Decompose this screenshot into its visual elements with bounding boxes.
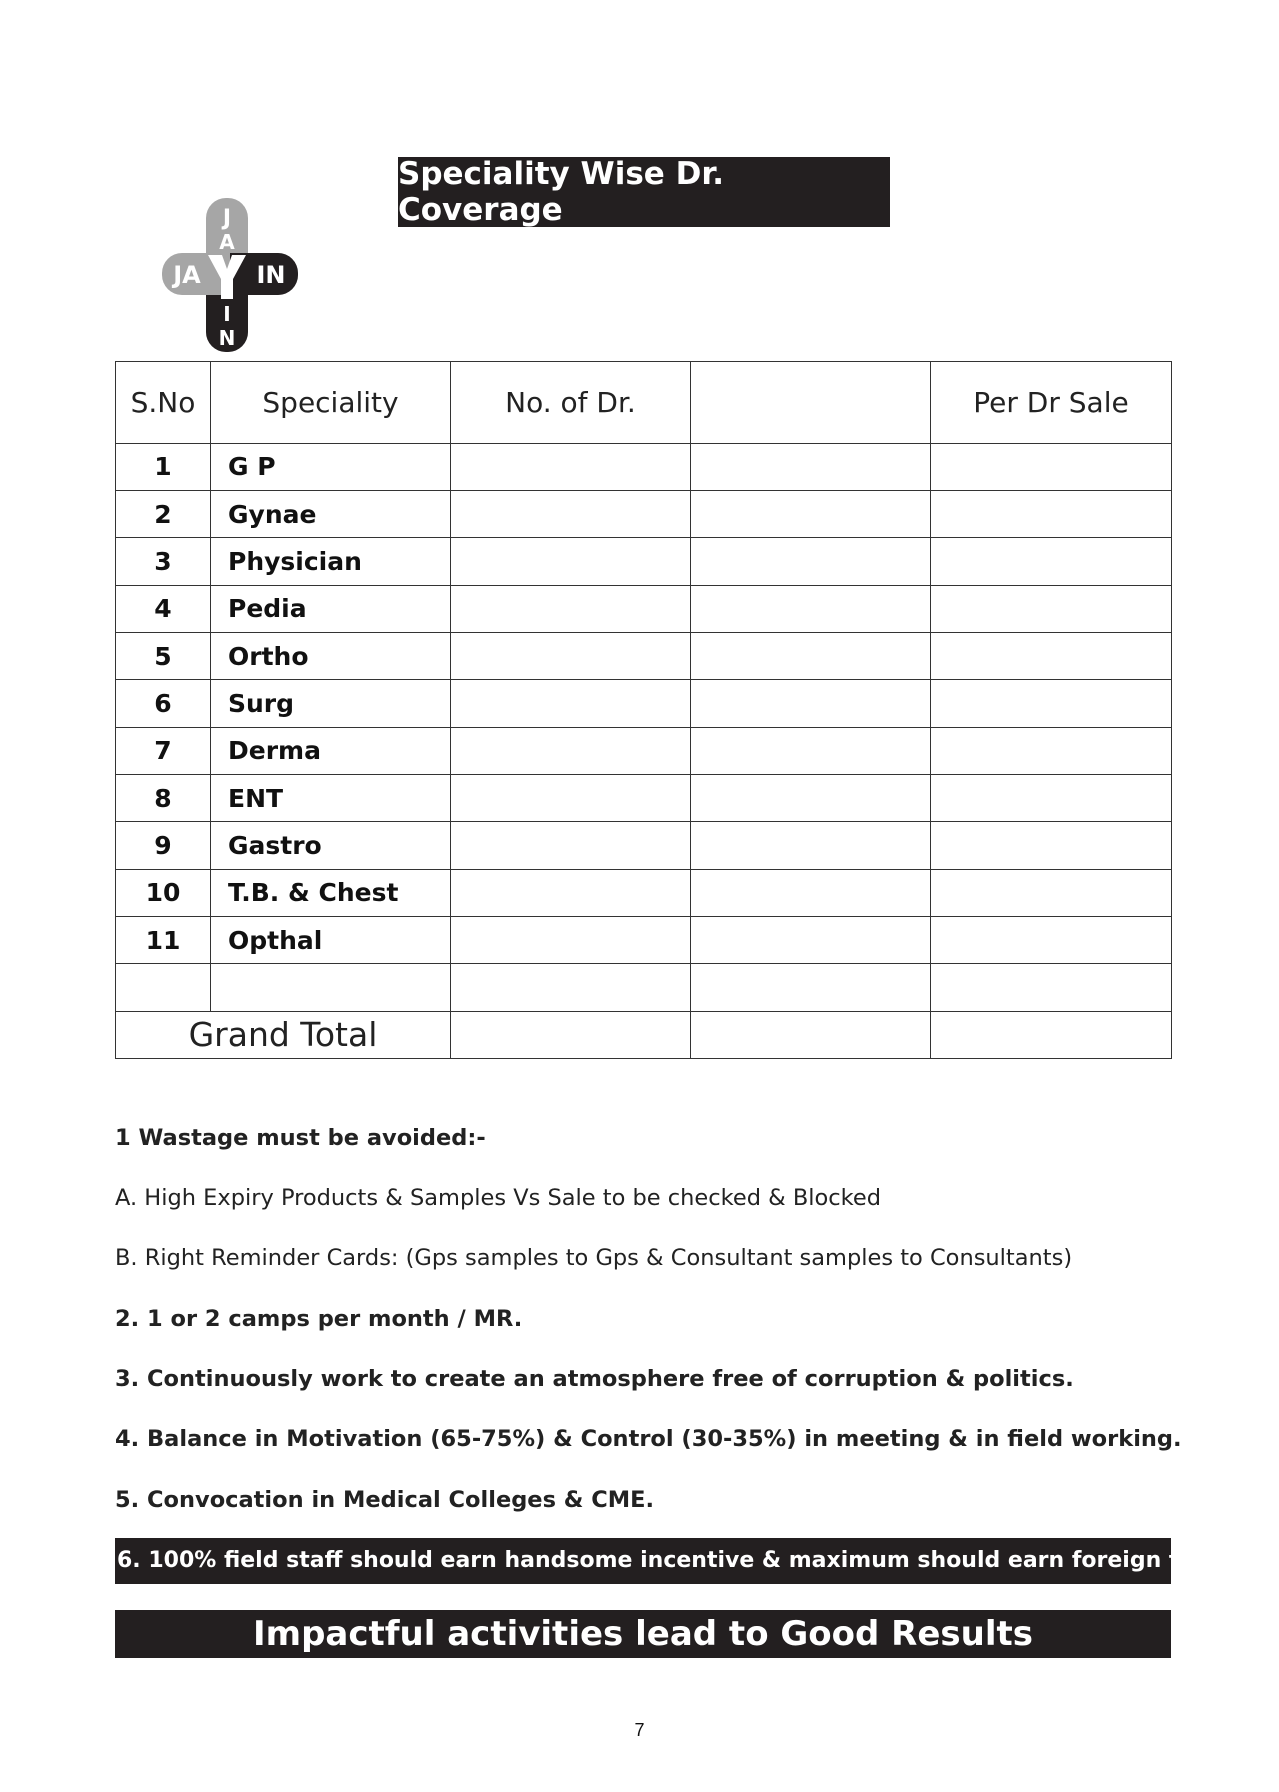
header-sno: S.No: [116, 362, 211, 444]
page-number: 7: [634, 1720, 645, 1740]
logo-letter-n: N: [218, 326, 236, 350]
row-sno: 1: [116, 443, 211, 490]
note-4: 4. Balance in Motivation (65-75%) & Control (30-35%) in meeting & in field working.: [115, 1426, 1182, 1452]
table-row: [116, 538, 1172, 585]
note-1a: A. High Expiry Products & Samples Vs Sale to be checked & Blocked: [115, 1185, 882, 1211]
cell-blank[interactable]: [691, 490, 931, 537]
logo-letter-i: I: [223, 302, 231, 326]
table-row: [116, 490, 1172, 537]
row-speciality: Derma: [211, 727, 451, 774]
row-speciality: Gynae: [211, 490, 451, 537]
cell-blank[interactable]: [691, 632, 931, 679]
table-row: [116, 964, 1172, 1011]
cell-no-of-dr[interactable]: [451, 964, 691, 1011]
row-sno: 3: [116, 538, 211, 585]
cell-per-dr-sale[interactable]: [931, 964, 1172, 1011]
cell-no-of-dr[interactable]: [451, 822, 691, 869]
cell-per-dr-sale[interactable]: [931, 443, 1172, 490]
total-per-dr-sale[interactable]: [931, 1011, 1172, 1058]
row-sno: 11: [116, 916, 211, 963]
logo-letter-a: A: [219, 230, 235, 254]
row-sno: 7: [116, 727, 211, 774]
grand-total-label: Grand Total: [116, 1011, 451, 1058]
results-banner: Impactful activities lead to Good Results: [115, 1610, 1171, 1658]
row-speciality: Physician: [211, 538, 451, 585]
logo-letter-j: J: [222, 206, 232, 231]
cell-blank[interactable]: [691, 964, 931, 1011]
row-speciality: Opthal: [211, 916, 451, 963]
logo-right-text: IN: [256, 261, 286, 289]
cell-blank[interactable]: [691, 916, 931, 963]
cell-no-of-dr[interactable]: [451, 727, 691, 774]
cell-per-dr-sale[interactable]: [931, 774, 1172, 821]
cell-no-of-dr[interactable]: [451, 585, 691, 632]
cell-blank[interactable]: [691, 680, 931, 727]
cell-blank[interactable]: [691, 727, 931, 774]
table-row: [116, 916, 1172, 963]
total-blank[interactable]: [691, 1011, 931, 1058]
cell-no-of-dr[interactable]: [451, 490, 691, 537]
row-sno: 10: [116, 869, 211, 916]
row-speciality: Ortho: [211, 632, 451, 679]
cell-per-dr-sale[interactable]: [931, 632, 1172, 679]
table-row: [116, 443, 1172, 490]
cell-per-dr-sale[interactable]: [931, 538, 1172, 585]
cell-no-of-dr[interactable]: [451, 680, 691, 727]
table-row: [116, 727, 1172, 774]
note-2: 2. 1 or 2 camps per month / MR.: [115, 1306, 523, 1332]
row-speciality: ENT: [211, 774, 451, 821]
header-blank: [691, 362, 931, 444]
row-sno: 8: [116, 774, 211, 821]
cell-blank[interactable]: [691, 822, 931, 869]
row-speciality: T.B. & Chest: [211, 869, 451, 916]
header-no-of-dr: No. of Dr.: [451, 362, 691, 444]
cell-no-of-dr[interactable]: [451, 774, 691, 821]
table-row: [116, 585, 1172, 632]
note-1: 1 Wastage must be avoided:-: [115, 1125, 486, 1151]
note-1b: B. Right Reminder Cards: (Gps samples to Gps & Consultant samples to Consultants): [115, 1245, 1073, 1271]
table-row: [116, 680, 1172, 727]
jayin-logo: [160, 195, 300, 355]
row-sno: [116, 964, 211, 1011]
cell-per-dr-sale[interactable]: [931, 869, 1172, 916]
note-6-band: 6. 100% field staff should earn handsome incentive & maximum should earn foreign trip: [115, 1538, 1171, 1584]
cell-blank[interactable]: [691, 443, 931, 490]
row-sno: 6: [116, 680, 211, 727]
cell-per-dr-sale[interactable]: [931, 822, 1172, 869]
cell-per-dr-sale[interactable]: [931, 680, 1172, 727]
page-title: Speciality Wise Dr. Coverage: [398, 157, 890, 227]
cell-blank[interactable]: [691, 774, 931, 821]
table-row: [116, 822, 1172, 869]
table-row: [116, 869, 1172, 916]
cell-per-dr-sale[interactable]: [931, 585, 1172, 632]
row-sno: 9: [116, 822, 211, 869]
row-speciality: Gastro: [211, 822, 451, 869]
cell-blank[interactable]: [691, 869, 931, 916]
header-speciality: Speciality: [211, 362, 451, 444]
cell-per-dr-sale[interactable]: [931, 490, 1172, 537]
cell-no-of-dr[interactable]: [451, 443, 691, 490]
cell-no-of-dr[interactable]: [451, 632, 691, 679]
row-sno: 2: [116, 490, 211, 537]
row-speciality: Surg: [211, 680, 451, 727]
row-sno: 4: [116, 585, 211, 632]
cell-blank[interactable]: [691, 585, 931, 632]
coverage-table: [115, 361, 1172, 1059]
table-row: [116, 774, 1172, 821]
cell-no-of-dr[interactable]: [451, 538, 691, 585]
cell-per-dr-sale[interactable]: [931, 727, 1172, 774]
total-no-of-dr[interactable]: [451, 1011, 691, 1058]
table-header-row: [116, 362, 1172, 444]
cell-blank[interactable]: [691, 538, 931, 585]
cell-no-of-dr[interactable]: [451, 869, 691, 916]
row-sno: 5: [116, 632, 211, 679]
cell-no-of-dr[interactable]: [451, 916, 691, 963]
row-speciality: G P: [211, 443, 451, 490]
row-speciality: [211, 964, 451, 1011]
table-row: [116, 632, 1172, 679]
logo-left-text: JA: [173, 261, 201, 289]
grand-total-row: [116, 1011, 1172, 1058]
note-3: 3. Continuously work to create an atmosphere free of corruption & politics.: [115, 1366, 1074, 1392]
row-speciality: Pedia: [211, 585, 451, 632]
note-5: 5. Convocation in Medical Colleges & CME.: [115, 1487, 655, 1513]
cell-per-dr-sale[interactable]: [931, 916, 1172, 963]
header-per-dr-sale: Per Dr Sale: [931, 362, 1172, 444]
